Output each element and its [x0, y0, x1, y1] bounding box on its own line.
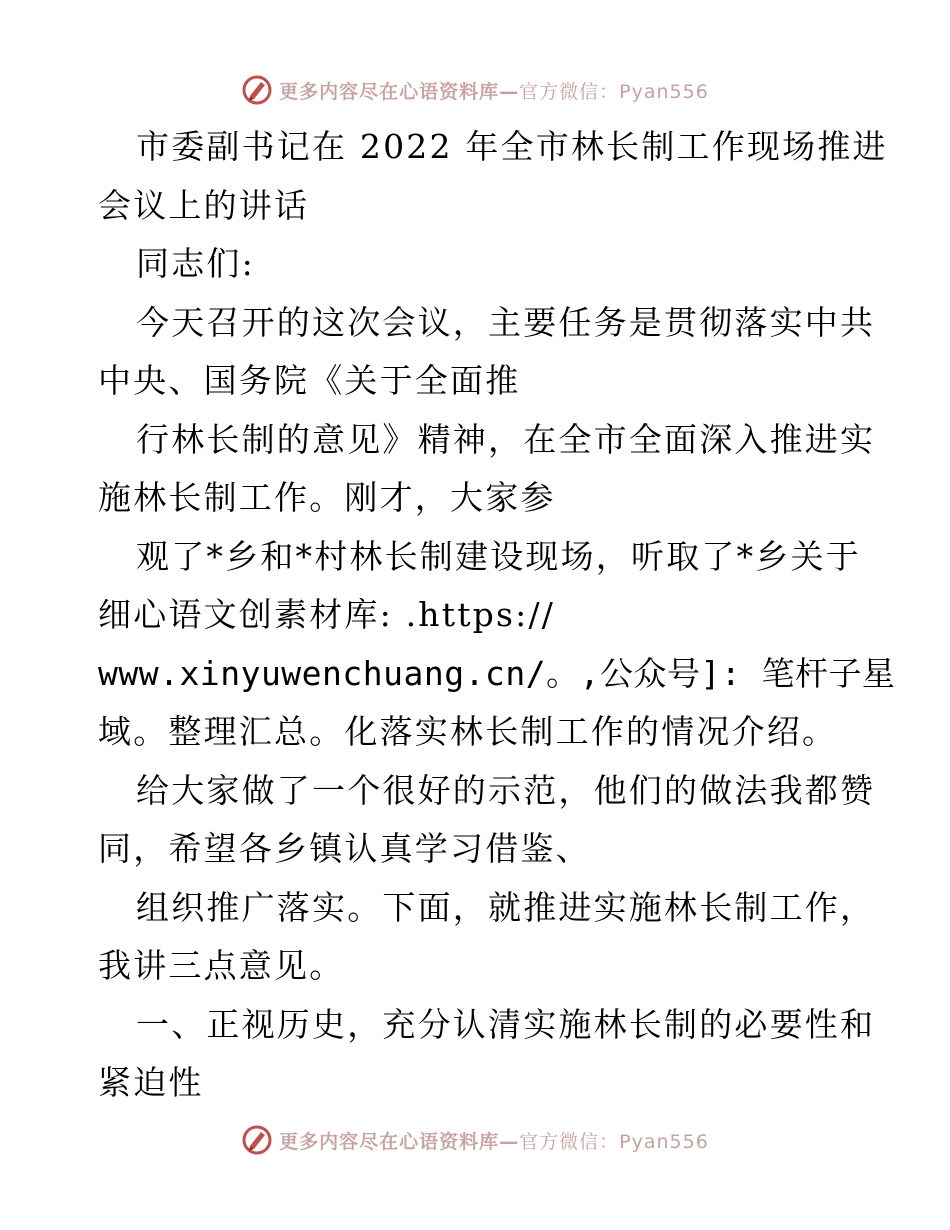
- text-line: 观了*乡和*村林长制建设现场，听取了*乡关于: [136, 536, 861, 576]
- text-line: 紧迫性: [98, 1063, 204, 1102]
- text-line: 会议上的讲话: [98, 185, 310, 225]
- text-line: 中央、国务院《关于全面推: [98, 361, 521, 400]
- text-line: 市委副书记在 2022 年全市林长制工作现场推进: [136, 127, 888, 166]
- watermark-text: 更多内容尽在心语资料库—官方微信：Pyan556: [279, 1130, 709, 1153]
- text-line: 行林长制的意见》精神，在全市全面深入推进实: [136, 419, 876, 459]
- text-line: 组织推广落实。下面，就推进实施林长制工作，: [136, 887, 876, 927]
- text-line: 施林长制工作。刚才，大家参: [98, 478, 556, 517]
- logo-icon: [241, 74, 273, 106]
- text-line: 域。整理汇总。化落实林长制工作的情况介绍。: [98, 712, 838, 751]
- logo-icon: [241, 1124, 273, 1156]
- watermark-text: 更多内容尽在心语资料库—官方微信：Pyan556: [279, 80, 709, 103]
- text-line: 细心语文创素材库: .https://: [98, 595, 556, 634]
- text-line: 同志们:: [136, 244, 255, 283]
- document-body: [98, 118, 896, 1113]
- text-line: www.xinyuwenchuang.cn/。,公众号]: 笔杆子星: [98, 653, 896, 693]
- text-line: 给大家做了一个很好的示范，他们的做法我都赞: [136, 770, 876, 810]
- text-line: 今天召开的这次会议，主要任务是贯彻落实中共: [136, 302, 876, 342]
- text-line: 我讲三点意见。: [98, 946, 345, 985]
- text-line: 同，希望各乡镇认真学习借鉴、: [98, 829, 591, 868]
- text-line: 一、正视历史，充分认清实施林长制的必要性和: [136, 1004, 876, 1044]
- watermark-header: [0, 70, 950, 110]
- watermark-footer: [0, 1120, 950, 1160]
